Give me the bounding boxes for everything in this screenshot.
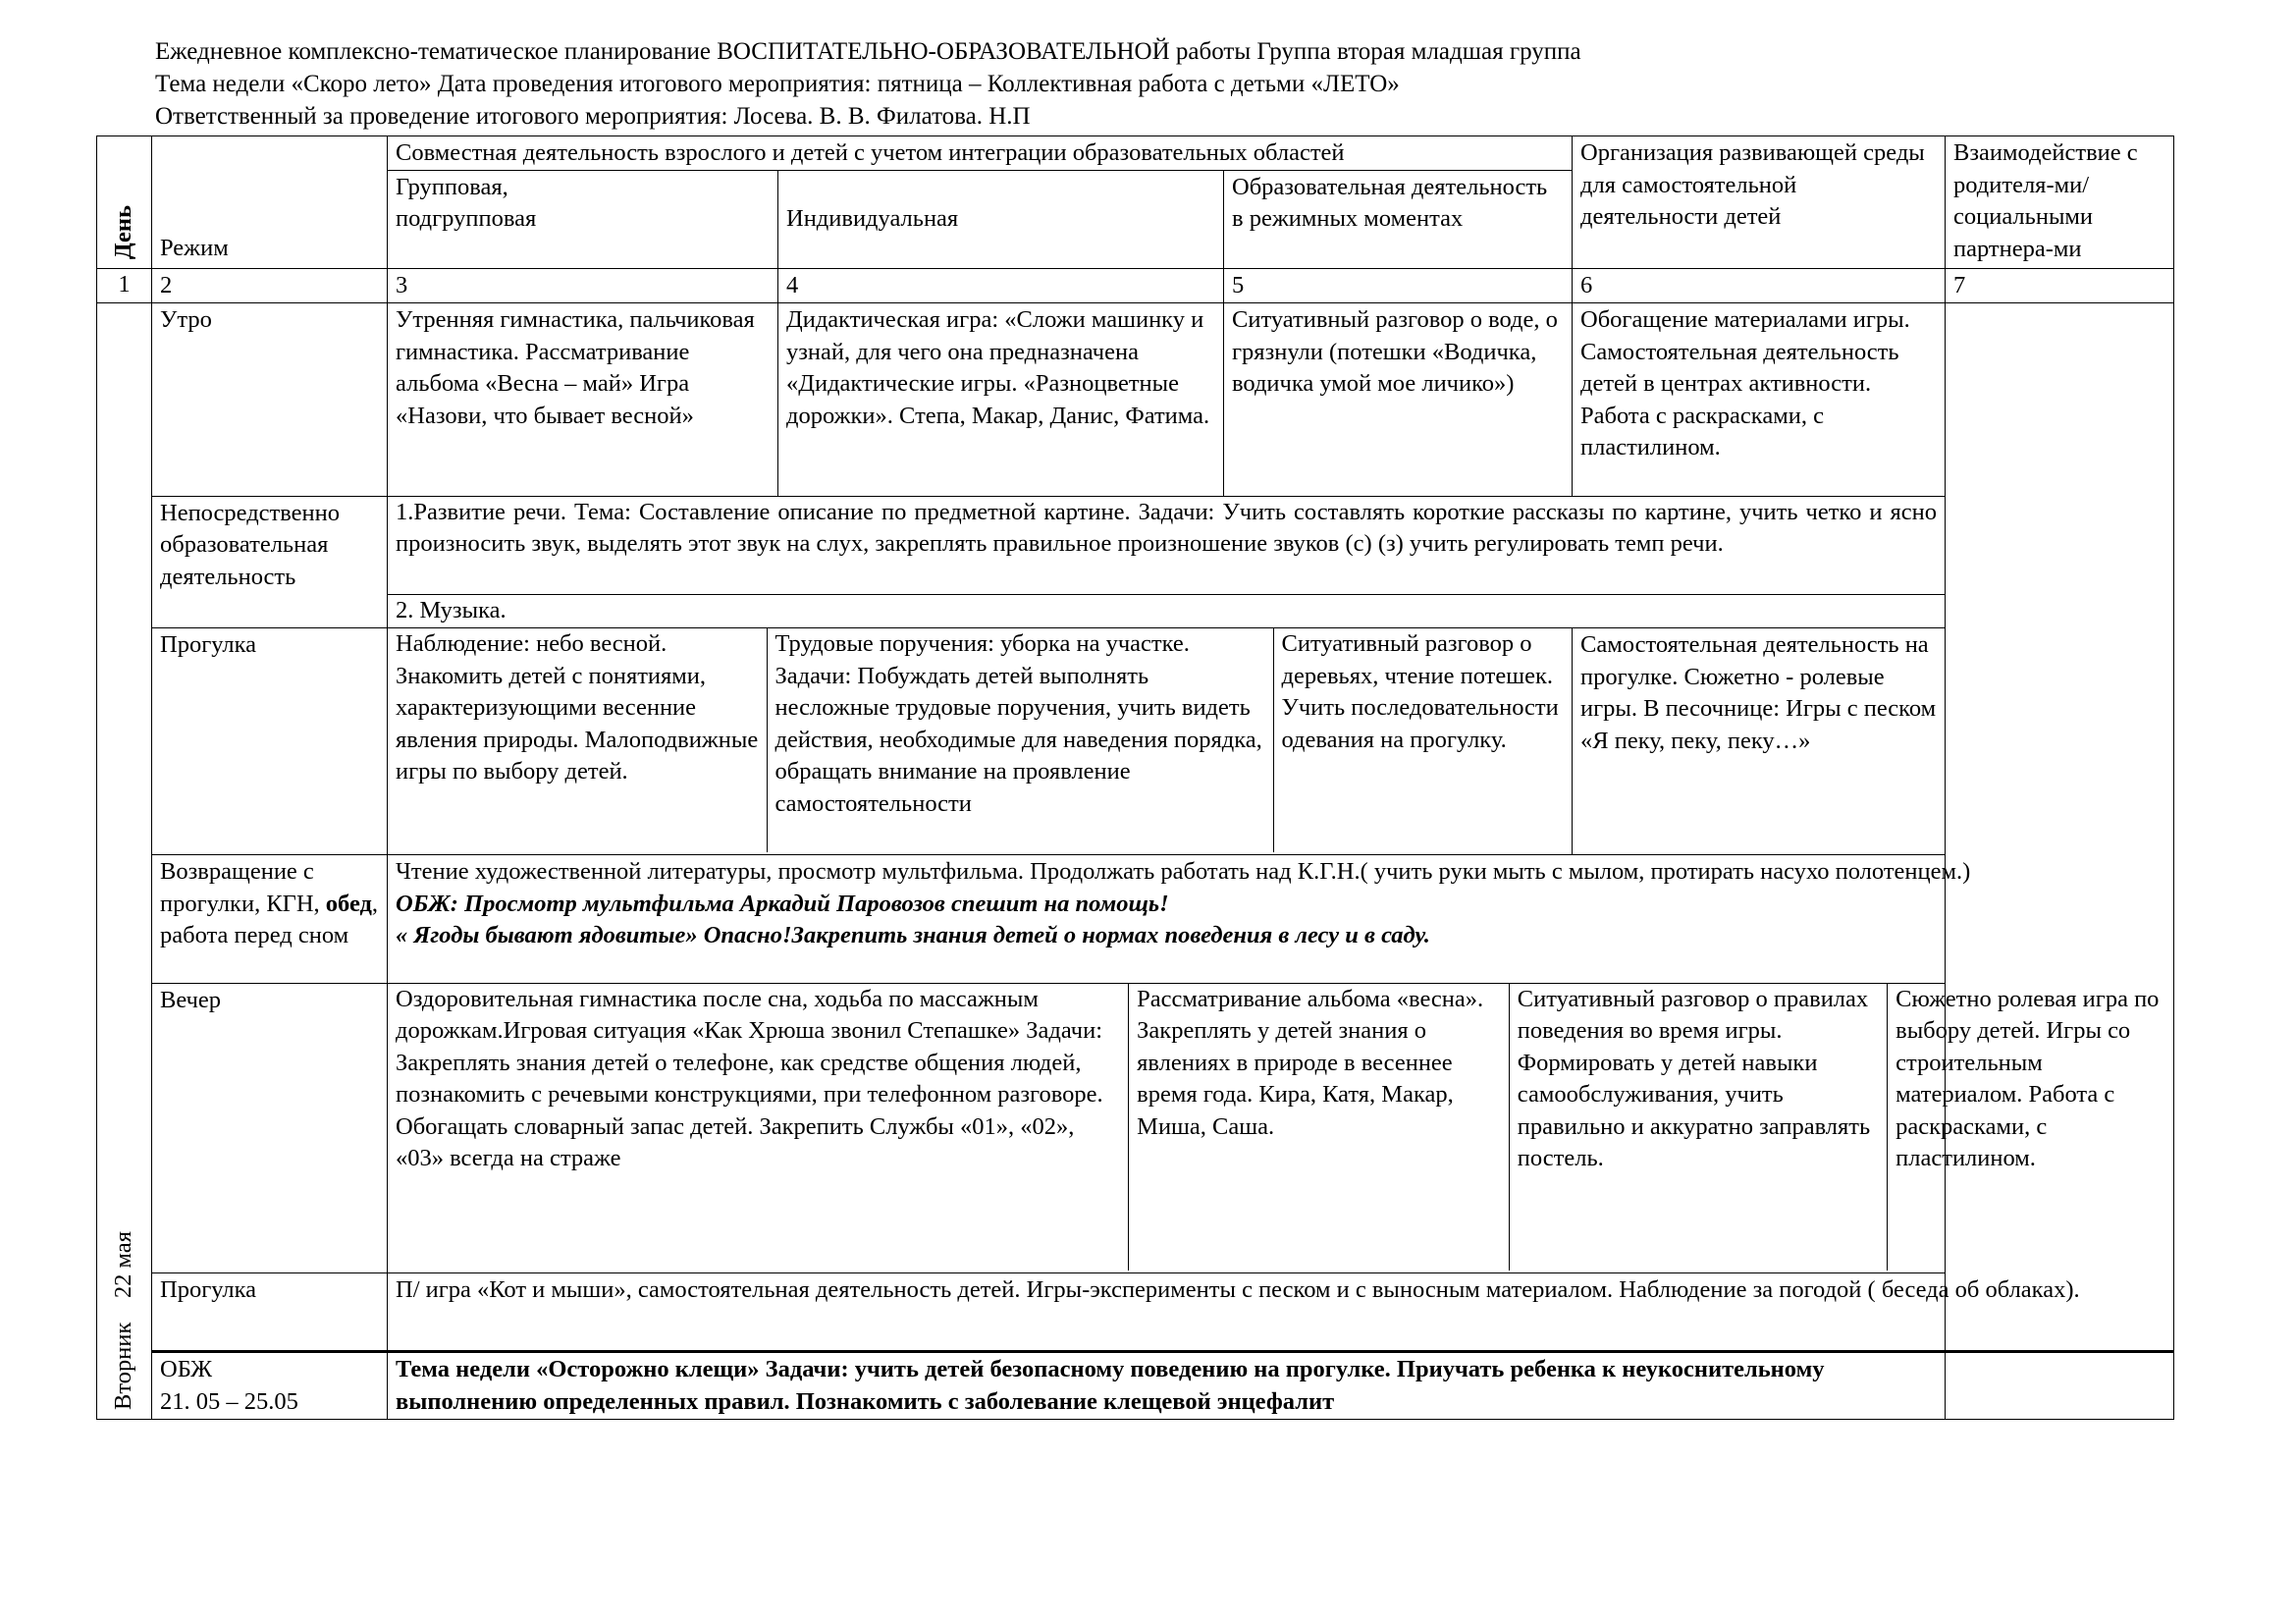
obzh-theme: Тема недели «Осторожно клещи» Задачи: учить детей безопасному поведению на прогулке. Приучать ребенка к неукоснительному выполнению определенных правил. Познакомить с заболевание клещевой энцефалит [388,1352,1946,1420]
morning-educational: Ситуативный разговор о воде, о грязнули (потешки «Водичка, водичка умой мое личико») [1224,303,1573,496]
regime-direct: Непосредственно образовательная деятельность [152,496,388,628]
walk-2-activities: П/ игра «Кот и мыши», самостоятельная деятельность детей. Игры-эксперименты с песком и с выносным материалом. Наблюдение за погодой ( беседа об облаках). [388,1272,2174,1352]
column-day-header: День [97,136,152,269]
column-number-3: 3 [388,269,778,303]
morning-group: Утренняя гимнастика, пальчиковая гимнастика. Рассматривание альбома «Весна – май» Игра «Назови, что бывает весной» [388,303,778,496]
column-environment-header: Организация развивающей среды для самостоятельной деятельности детей [1573,136,1946,269]
column-number-6: 6 [1573,269,1946,303]
column-educational-header: Образовательная деятельность в режимных моментах [1224,170,1573,269]
direct-activity [388,496,1946,628]
return-text: Чтение художественной литературы, просмотр мультфильма. Продолжать работать над К.Г.Н.( учить руки мыть с мылом, протирать насухо полотенцем.) [396,858,1971,885]
walk-1-group: Наблюдение: небо весной. Знакомить детей с понятиями, характеризующими весенние явления природы. Малоподвижные игры по выбору детей. [396,630,759,785]
direct-activity-speech: 1.Развитие речи. Тема: Составление описание по предметной картине. Задачи: Учить составлять короткие рассказы по картине, учить четко и ясно произносить звук, выделять этот звук на слух, закреплять правильное произношение звуков (с) (з) учить регулировать темп речи. [388,497,1945,595]
walk-1-activities [388,628,1573,855]
regime-walk-1: Прогулка [152,628,388,855]
header-line-3: Ответственный за проведение итогового мероприятия: Лосева. В. В. Филатова. Н.П [155,103,1031,130]
day-date: 22 мая [110,1230,137,1298]
morning-individual: Дидактическая игра: «Сложи машинку и узнай, для чего она предназначена «Дидактические игры. «Разноцветные дорожки». Степа, Макар, Данис, Фатима. [778,303,1224,496]
walk-1-educational: Ситуативный разговор о деревьях, чтение потешек. Учить последовательности одевания на прогулку. [1273,628,1573,852]
column-individual-header: Индивидуальная [778,170,1224,269]
evening-individual: Рассматривание альбома «весна». Закреплять у детей знания о явлениях в природе в весеннее время года. Кира, Катя, Макар, Миша, Саша. [1129,984,1510,1271]
column-interaction-header: Взаимодействие с родителя-ми/ социальными партнера-ми [1946,136,2174,269]
return-obzh-1: ОБЖ: Просмотр мультфильма Аркадий Паровозов спешит на помощь! [396,890,1169,917]
evening-environment: Сюжетно ролевая игра по выбору детей. Игры со строительным материалом. Работа с раскрасками, с пластилином. [1888,984,2173,1271]
column-number-7: 7 [1946,269,2174,303]
day-label [97,303,152,1420]
plan-table [96,135,2174,1420]
column-joint-header: Совместная деятельность взрослого и детей с учетом интеграции образовательных областей [388,136,1573,171]
return-obzh-2: « Ягоды бывают ядовитые» Опасно!Закрепить знания детей о нормах поведения в лесу и в саду. [396,922,1430,948]
column-regime-header: Режим [152,136,388,269]
column-number-1: 1 [97,269,152,303]
evening-activities [388,983,2174,1272]
regime-walk-2: Прогулка [152,1272,388,1352]
regime-return: Возвращение с прогулки, КГН, обед, работа перед сном [152,855,388,984]
day-weekday: Вторник [110,1322,137,1410]
walk-1-environment: Самостоятельная деятельность на прогулке. Сюжетно - ролевые игры. В песочнице: Игры с песком «Я пеку, пеку, пеку…» [1573,628,1946,855]
regime-evening: Вечер [152,983,388,1272]
column-number-5: 5 [1224,269,1573,303]
regime-morning: Утро [152,303,388,496]
obzh-interaction [1946,1352,2174,1420]
walk-1-individual: Трудовые поручения: уборка на участке. Задачи: Побуждать детей выполнять несложные трудовые поручения, учить видеть действия, необходимые для наведения порядка, обращать внимание на проявление самостоятельности [767,628,1273,852]
direct-activity-music: 2. Музыка. [396,596,507,623]
evening-group: Оздоровительная гимнастика после сна, ходьба по массажным дорожкам.Игровая ситуация «Как Хрюша звонил Степашке» Задачи: Закреплять знания детей о телефоне, как средстве общения людей, познакомить с речевыми конструкциями, при телефонном разговоре. Обогащать словарный запас детей. Закрепить Службы «01», «02», «03» всегда на страже [396,985,1103,1172]
column-number-4: 4 [778,269,1224,303]
morning-environment: Обогащение материалами игры. Самостоятельная деятельность детей в центрах активности. Работа с раскрасками, с пластилином. [1573,303,1946,496]
column-group-header: Групповая, подгрупповая [388,170,778,269]
return-activities [388,855,2174,984]
evening-educational: Ситуативный разговор о правилах поведения во время игры. Формировать у детей навыки самообслуживания, учить правильно и аккуратно заправлять постель. [1509,984,1887,1271]
header-line-2: Тема недели «Скоро лето» Дата проведения итогового мероприятия: пятница – Коллективная работа с детьми «ЛЕТО» [155,71,1400,97]
header-line-1: Ежедневное комплексно-тематическое планирование ВОСПИТАТЕЛЬНО-ОБРАЗОВАТЕЛЬНОЙ работы Группа вторая младшая группа [155,38,1581,65]
regime-obzh: ОБЖ 21. 05 – 25.05 [152,1352,388,1420]
column-number-2: 2 [152,269,388,303]
